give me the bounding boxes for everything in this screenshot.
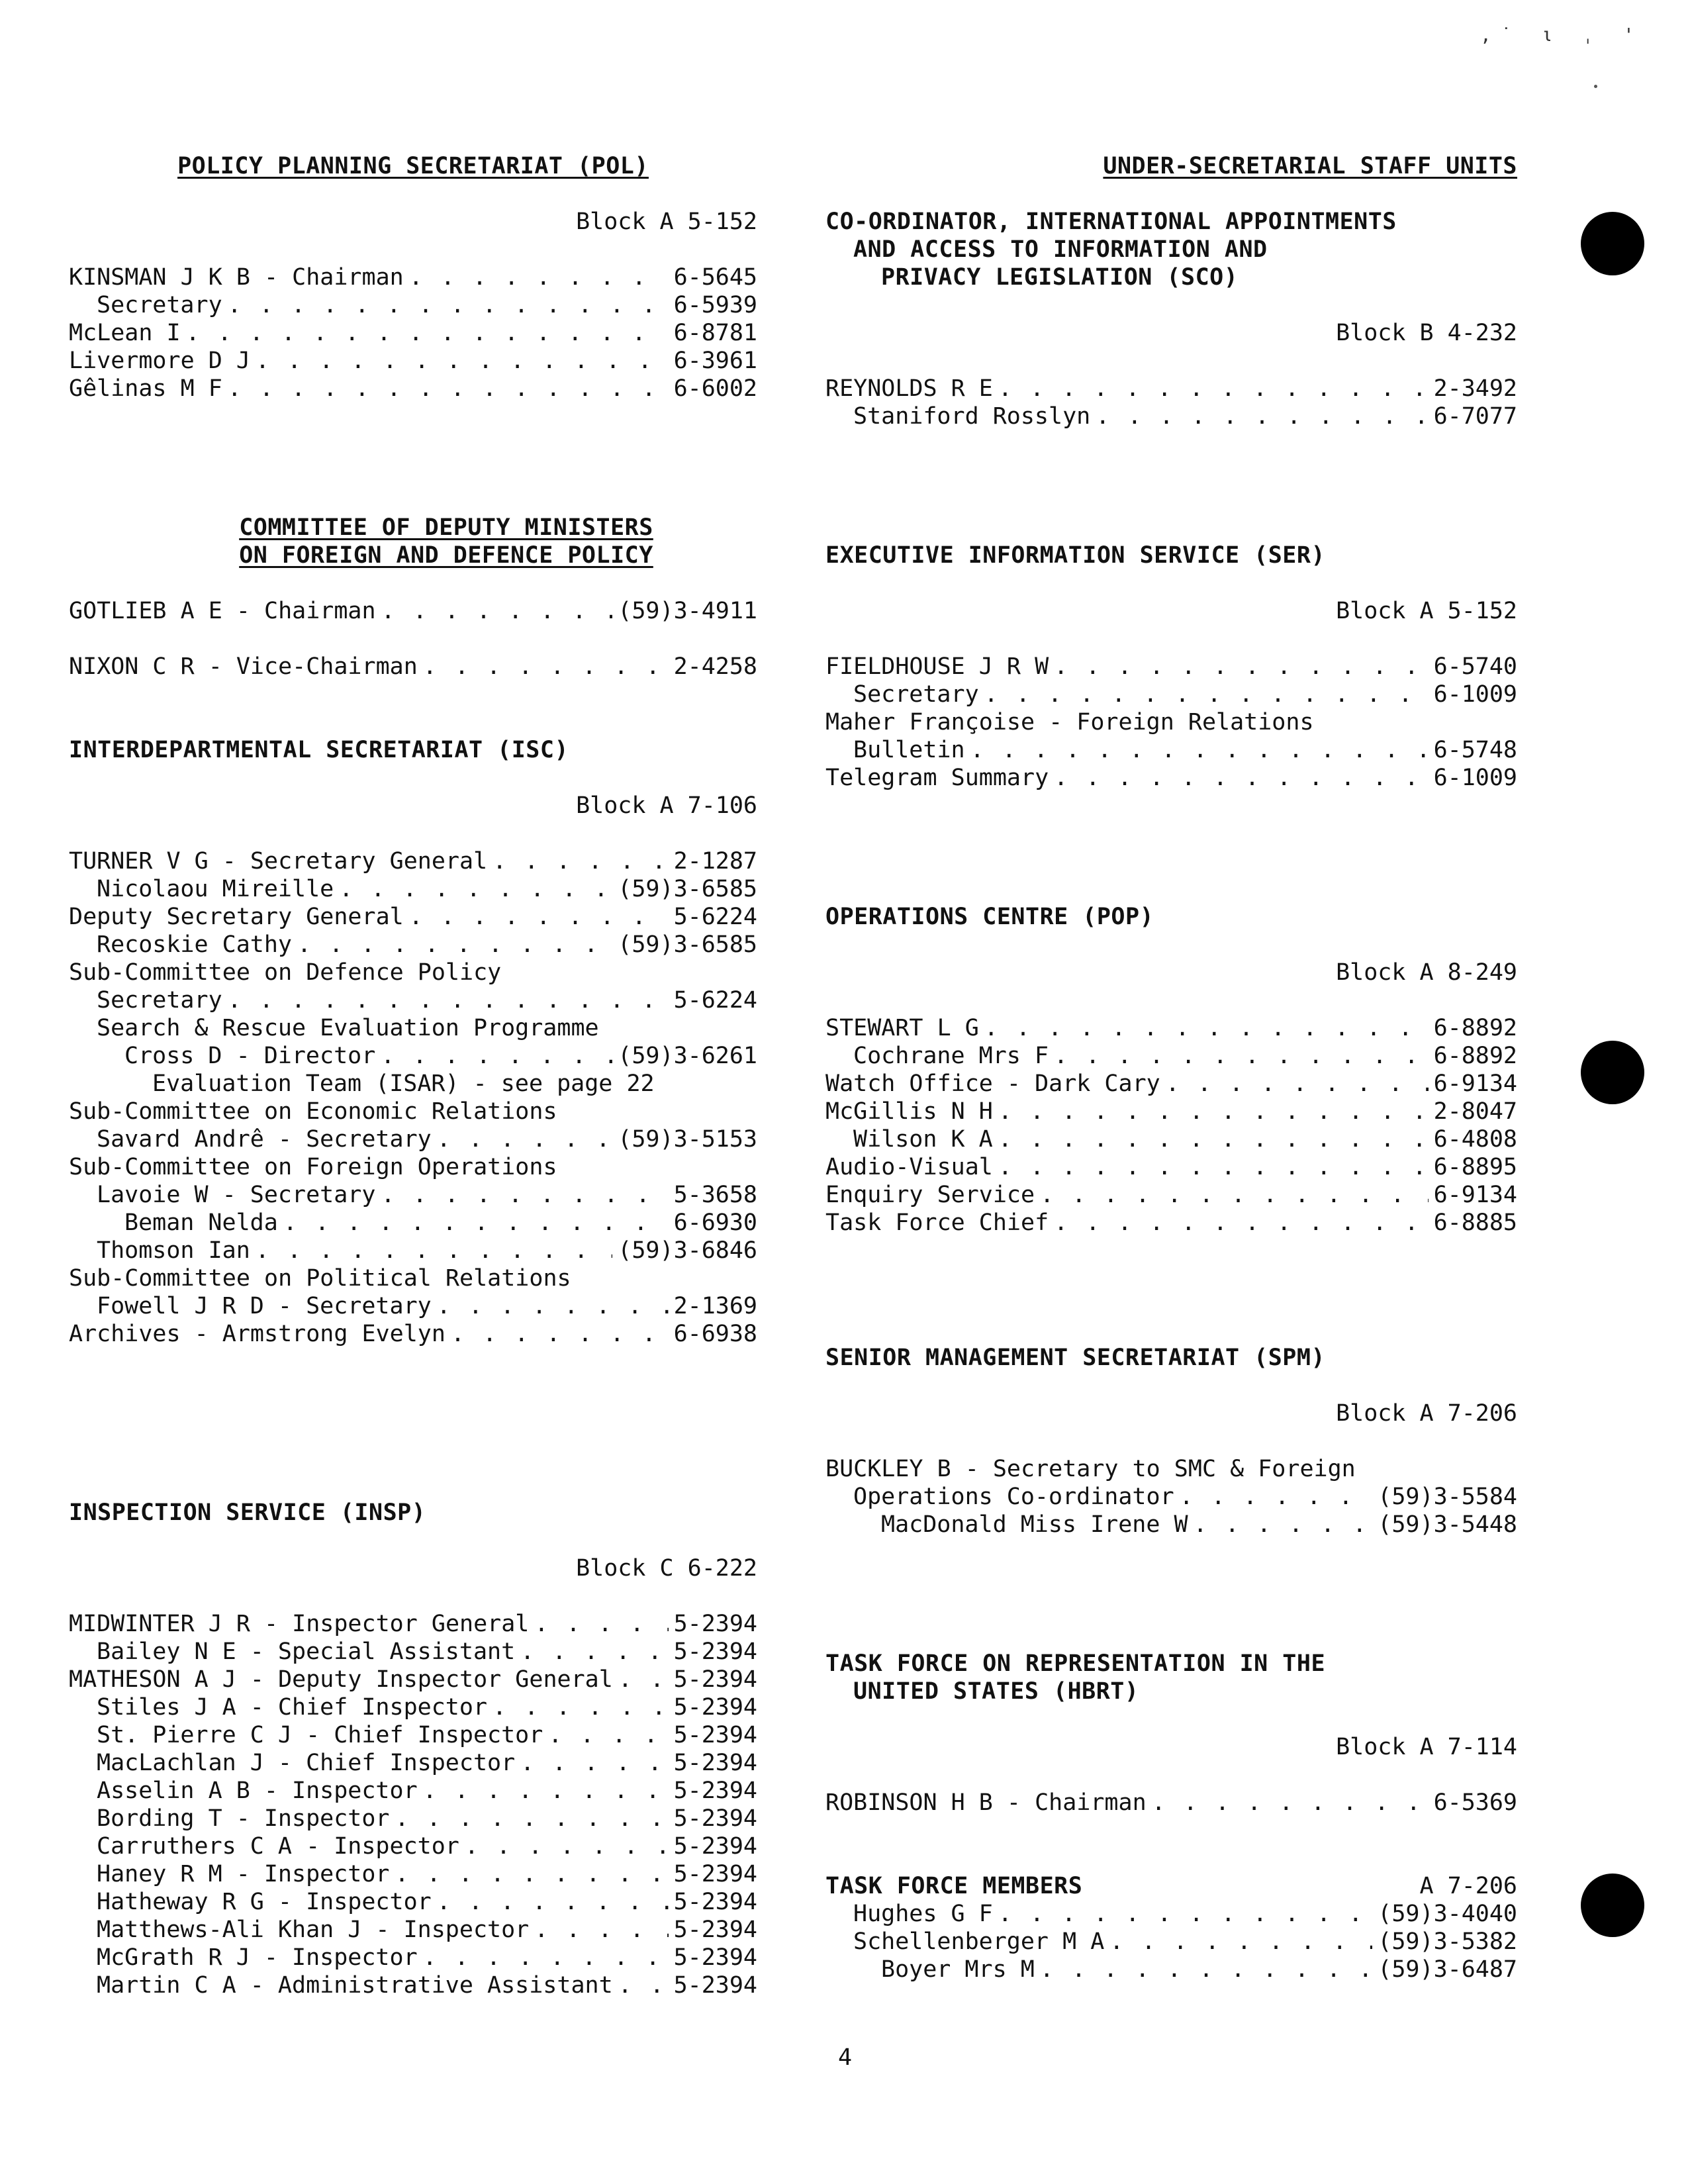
list-item: Cross D - Director . . . (59)3-6261 <box>69 1042 757 1070</box>
block-location: A 7-206 <box>1419 1873 1517 1899</box>
list-item: MATHESON A J - Deputy Inspector General . . . 5-2394 <box>69 1666 757 1693</box>
list-subheading: Search & Rescue Evaluation Programme <box>97 1015 599 1041</box>
list-item: KINSMAN J K B - Chairman . . . 6-5645 <box>69 263 757 291</box>
section-interdepartmental-secretariat <box>69 736 757 1348</box>
list-item: McGrath R J - Inspector . . . 5-2394 <box>69 1944 757 1971</box>
list-item: GOTLIEB A E - Chairman . . . (59)3-4911 <box>69 597 757 625</box>
section-task-force-representation <box>825 1650 1517 1817</box>
punch-hole <box>1581 1041 1644 1104</box>
block-location: Block A 7-106 <box>576 792 757 819</box>
list-item: Fowell J R D - Secretary . . . 2-1369 <box>69 1292 757 1320</box>
block-location: Block C 6-222 <box>576 1555 757 1582</box>
list-item: Thomson Ian . . . (59)3-6846 <box>69 1237 757 1264</box>
section-operations-centre <box>825 903 1517 1237</box>
list-item: REYNOLDS R E . . . 2-3492 <box>825 375 1517 403</box>
list-item: NIXON C R - Vice-Chairman . . . 2-4258 <box>69 653 757 681</box>
list-item: Secretary . . . 6-1009 <box>825 681 1517 708</box>
list-subheading: Sub-Committee on Political Relations <box>69 1265 571 1292</box>
list-item: McLean I . . . 6-8781 <box>69 319 757 347</box>
list-item: MIDWINTER J R - Inspector General . . . 5-2394 <box>69 1610 757 1638</box>
section-title-line-2: UNITED STATES (HBRT) <box>853 1678 1139 1705</box>
list-item: Archives - Armstrong Evelyn . . . 6-6938 <box>69 1320 757 1348</box>
list-item: St. Pierre C J - Chief Inspector . . . 5-2394 <box>69 1721 757 1749</box>
section-title: SENIOR MANAGEMENT SECRETARIAT (SPM) <box>825 1345 1326 1371</box>
section-task-force-members <box>825 1872 1517 1983</box>
list-subheading: Sub-Committee on Defence Policy <box>69 959 502 986</box>
section-title: POLICY PLANNING SECRETARIAT (POL) <box>177 153 649 179</box>
list-item: Bording T - Inspector . . . 5-2394 <box>69 1805 757 1832</box>
section-title-line-1: COMMITTEE OF DEPUTY MINISTERS <box>239 514 653 541</box>
list-item: Operations Co-ordinator . . . (59)3-5584 <box>825 1483 1517 1511</box>
section-title: INTERDEPARTMENTAL SECRETARIAT (ISC) <box>69 737 569 763</box>
list-item: Matthews-Ali Khan J - Inspector . . . 5-2394 <box>69 1916 757 1944</box>
list-item: FIELDHOUSE J R W . . . 6-5740 <box>825 653 1517 681</box>
list-item: Gêlinas M F . . . 6-6002 <box>69 375 757 403</box>
section-title-line-3: PRIVACY LEGISLATION (SCO) <box>881 264 1239 291</box>
section-title: TASK FORCE MEMBERS <box>825 1873 1083 1899</box>
list-item: Task Force Chief . . . 6-8885 <box>825 1209 1517 1237</box>
list-subheading: BUCKLEY B - Secretary to SMC & Foreign <box>825 1456 1356 1482</box>
page-number: 4 <box>837 2044 853 2071</box>
list-item: Haney R M - Inspector . . . 5-2394 <box>69 1860 757 1888</box>
list-item: Watch Office - Dark Cary . . . 6-9134 <box>825 1070 1517 1098</box>
list-item: Staniford Rosslyn . . . 6-7077 <box>825 403 1517 430</box>
list-item: Cochrane Mrs F . . . 6-8892 <box>825 1042 1517 1070</box>
section-title-line-2: ON FOREIGN AND DEFENCE POLICY <box>239 542 653 569</box>
section-policy-planning <box>69 152 757 403</box>
list-item: TURNER V G - Secretary General . . . 2-1287 <box>69 847 757 875</box>
list-item: Bailey N E - Special Assistant . . . 5-2394 <box>69 1638 757 1666</box>
list-item: Lavoie W - Secretary . . . 5-3658 <box>69 1181 757 1209</box>
list-item: Schellenberger M A . . . (59)3-5382 <box>825 1928 1517 1956</box>
speck-mark <box>1594 85 1597 88</box>
block-location: Block A 5-152 <box>576 209 757 235</box>
list-subheading: Maher Françoise - Foreign Relations <box>825 709 1314 736</box>
section-title: INSPECTION SERVICE (INSP) <box>69 1499 426 1526</box>
list-item: Hughes G F . . . (59)3-4040 <box>825 1900 1517 1928</box>
section-title: OPERATIONS CENTRE (POP) <box>825 904 1154 930</box>
list-item: Enquiry Service . . . 6-9134 <box>825 1181 1517 1209</box>
block-location: Block A 7-206 <box>1336 1400 1517 1427</box>
section-under-secretarial-units <box>825 152 1517 180</box>
list-note: Evaluation Team (ISAR) - see page 22 <box>152 1070 655 1097</box>
section-header-row <box>825 1872 1517 1900</box>
list-item: Secretary . . . 5-6224 <box>69 986 757 1014</box>
list-subheading: Sub-Committee on Economic Relations <box>69 1098 557 1125</box>
list-item: Audio-Visual . . . 6-8895 <box>825 1153 1517 1181</box>
section-coordinator-sco <box>825 208 1517 430</box>
list-item: Asselin A B - Inspector . . . 5-2394 <box>69 1777 757 1805</box>
block-location: Block A 5-152 <box>1336 598 1517 624</box>
list-item: Nicolaou Mireille . . . (59)3-6585 <box>69 875 757 903</box>
list-item: ROBINSON H B - Chairman . . . 6-5369 <box>825 1789 1517 1817</box>
list-item: MacLachlan J - Chief Inspector . . . 5-2394 <box>69 1749 757 1777</box>
list-item: Wilson K A . . . 6-4808 <box>825 1125 1517 1153</box>
list-item: Hatheway R G - Inspector . . . 5-2394 <box>69 1888 757 1916</box>
section-title: EXECUTIVE INFORMATION SERVICE (SER) <box>825 542 1326 569</box>
block-location: Block B 4-232 <box>1336 320 1517 346</box>
section-executive-information <box>825 542 1517 792</box>
punch-hole <box>1581 1874 1644 1937</box>
list-item: Livermore D J . . . 6-3961 <box>69 347 757 375</box>
section-inspection-service <box>69 1499 757 1999</box>
list-item: Martin C A - Administrative Assistant . . . 5-2394 <box>69 1971 757 1999</box>
list-item: Recoskie Cathy . . . (59)3-6585 <box>69 931 757 959</box>
list-subheading: Sub-Committee on Foreign Operations <box>69 1154 557 1180</box>
list-item: STEWART L G . . . 6-8892 <box>825 1014 1517 1042</box>
list-item: Secretary . . . 6-5939 <box>69 291 757 319</box>
list-item: Telegram Summary . . . 6-1009 <box>825 764 1517 792</box>
block-location: Block A 8-249 <box>1336 959 1517 986</box>
list-item: Beman Nelda . . . 6-6930 <box>69 1209 757 1237</box>
punch-hole <box>1581 212 1644 275</box>
section-title-line-2: AND ACCESS TO INFORMATION AND <box>853 236 1268 263</box>
list-item: Deputy Secretary General . . . 5-6224 <box>69 903 757 931</box>
list-item: Bulletin . . . 6-5748 <box>825 736 1517 764</box>
list-item: McGillis N H . . . 2-8047 <box>825 1098 1517 1125</box>
section-title-line-1: TASK FORCE ON REPRESENTATION IN THE <box>825 1650 1326 1677</box>
block-location: Block A 7-114 <box>1336 1734 1517 1760</box>
section-senior-management <box>825 1344 1517 1539</box>
corner-specks: ,˙ ι ˌ ' <box>1480 24 1644 46</box>
list-item: Carruthers C A - Inspector . . . 5-2394 <box>69 1832 757 1860</box>
section-committee-deputy-ministers <box>69 514 757 681</box>
section-title-line-1: CO-ORDINATOR, INTERNATIONAL APPOINTMENTS <box>825 209 1397 235</box>
list-item: Savard Andrê - Secretary . . . (59)3-5153 <box>69 1125 757 1153</box>
list-item: Stiles J A - Chief Inspector . . . 5-2394 <box>69 1693 757 1721</box>
list-item: MacDonald Miss Irene W . . . (59)3-5448 <box>825 1511 1517 1539</box>
column-title: UNDER-SECRETARIAL STAFF UNITS <box>1103 153 1517 179</box>
list-item: Boyer Mrs M . . . (59)3-6487 <box>825 1956 1517 1983</box>
